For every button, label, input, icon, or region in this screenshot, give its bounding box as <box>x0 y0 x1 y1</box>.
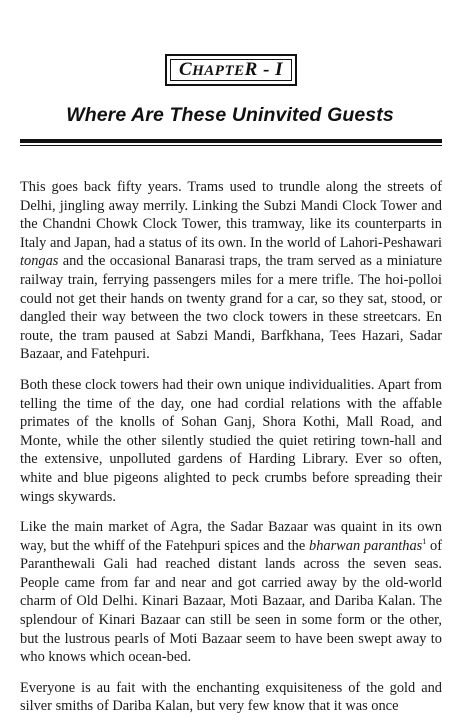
chapter-number: - I <box>257 59 284 80</box>
paragraph-3-italic: bharwan paranthas <box>309 537 423 554</box>
chapter-heading <box>179 59 283 81</box>
paragraph-3-text-rest: of Paranthewali Gali had reached distant lands across the seven seas. People came from far and near and got carried away by the old-world charm of Old Delhi. Kinari Bazaar, Moti Bazaar, and Dariba Kalan. The splendour of Kinari Bazaar can still be seen in some form or the other, but the lustrous pearls of Moti Bazaar seem to have been swept away to who knows which ocean-bed. <box>20 537 442 666</box>
chapter-label-initial: C <box>178 59 193 80</box>
paragraph-1-italic: tongas <box>20 253 59 270</box>
title-underline-rule <box>20 139 442 146</box>
chapter-heading-box <box>165 54 297 86</box>
paragraph-2: Both these clock towers had their own unique individualities. Apart from telling the time of the day, one had cordial relations with the affable primates of the knolls of Sohan Ganj, Shora Kothi, Mall Road, and Monte, while the other silently studied the quiet retiring town-hall and the extensive, unpolluted gardens of Harding Library. Ever so often, white and blue pigeons alighted to peck crumbs before spreading their wings skywards. <box>20 376 442 505</box>
chapter-title: Where Are These Uninvited Guests <box>66 104 394 126</box>
paragraph-4: Everyone is au fait with the enchanting exquisiteness of the gold and silver smiths of Dariba Kalan, but very few know that it was once <box>20 679 442 715</box>
paragraph-1-text: This goes back fifty years. Trams used to trundle along the streets of Delhi, jingling away merrily. Linking the Subzi Mandi Clock Tower and the Chandni Chowk Clock Tower, this tramway, like its counterparts in Italy and Japan, had a status of its own. In the world of Lahori-Peshawari <box>20 179 442 251</box>
paragraph-1 <box>20 178 442 364</box>
chapter-label-smallcaps: HAPTE <box>192 63 245 79</box>
paragraph-3-text: Like the main market of Agra, the Sadar Bazaar was quaint in its own way, but the whiff of the Fatehpuri spices and the <box>20 519 442 554</box>
paragraph-3 <box>20 518 442 667</box>
paragraph-1-text-rest: and the occasional Banarasi traps, the tram served as a miniature railway train, ferrying passengers miles for a mere trifle. The hoi-polloi could not get their hands on twenty grand for a car, so they sat, stood, or dangled their way between the two clock towers in these streetcars. En route, the tram paused at Sabzi Mandi, Barfkhana, Tees Hazari, Sadar Bazaar, and Fatehpuri. <box>20 253 442 363</box>
body-text <box>20 178 442 728</box>
chapter-label-final: R <box>244 59 258 80</box>
footnote-marker: 1 <box>422 536 427 546</box>
